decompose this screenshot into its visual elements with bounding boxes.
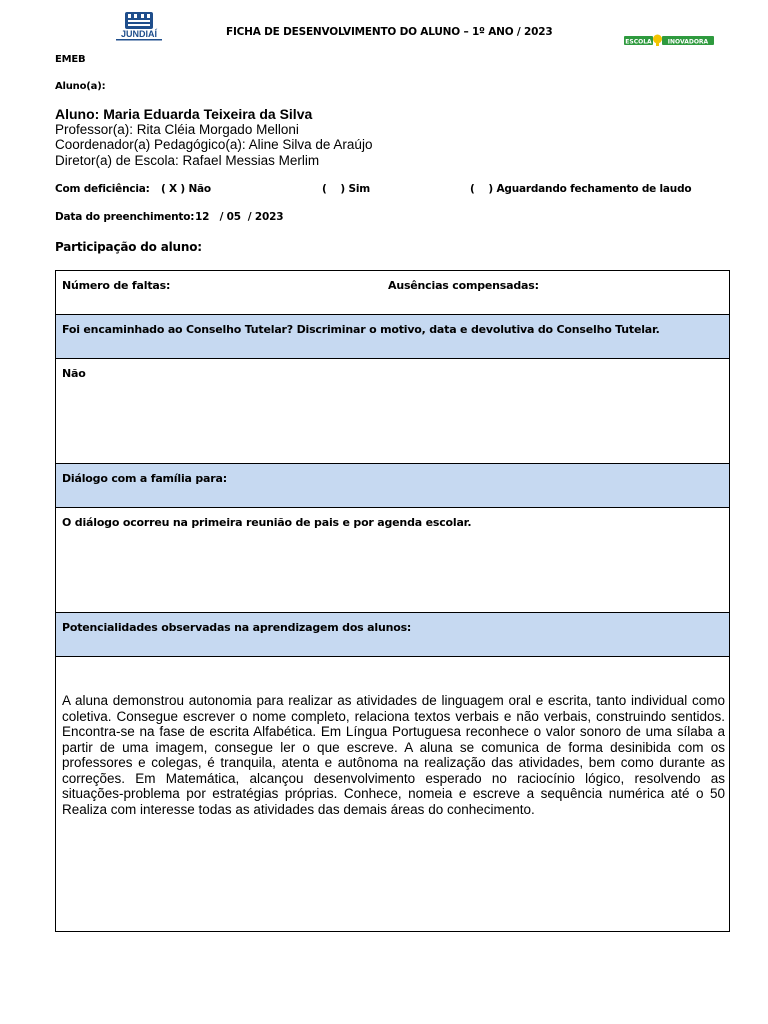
svg-text:ESCOLA: ESCOLA [625,38,652,46]
potential-text-row [56,657,729,931]
deficiency-option-no: ( X ) Não [161,183,211,195]
jundiai-logo [108,11,170,43]
absences-row [56,271,729,315]
family-dialog-answer-row [56,508,729,613]
potential-label: Potencialidades observadas na aprendizagem dos alunos: [62,621,412,634]
director-name: Diretor(a) de Escola: Rafael Messias Merlim [55,153,320,168]
date-value: 12 / 05 / 2023 [195,211,284,223]
date-label: Data do preenchimento: [55,211,195,223]
document-title: FICHA DE DESENVOLVIMENTO DO ALUNO – 1º ANO / 2023 [226,26,553,38]
family-dialog-row [56,464,729,508]
council-question: Foi encaminhado ao Conselho Tutelar? Discriminar o motivo, data e devolutiva do Conselho Tutelar. [62,323,660,336]
teacher-name: Professor(a): Rita Cléia Morgado Melloni [55,122,299,137]
participation-title: Participação do aluno: [55,240,202,254]
student-name: Aluno: Maria Eduarda Teixeira da Silva [55,106,313,122]
council-question-row [56,315,729,359]
svg-text:INOVADORA: INOVADORA [667,38,709,46]
deficiency-label: Com deficiência: [55,183,150,195]
jundiai-logo-text: JUNDIAÍ [120,29,158,39]
potential-text: A aluna demonstrou autonomia para realizar as atividades de linguagem oral e escrita, tanto individual como coletiva. Consegue escrever o nome completo, relaciona textos verbais e não verbais, construindo sentidos. Encontra-se na fase de escrita Alfabética. Em Língua Portuguesa reconhece o valor sonoro de uma sílaba a partir de uma imagem, consegue ler o que escreve. A aluna se comunica de forma desinibida com os professores e colegas, é tranquila, atenta e autônoma na realização das atividades, bem como durante as correções. Em Matemática, alcançou desenvolvimento esperado no raciocínio lógico, resolvendo as situações-problema por estratégias próprias. Conhece, nomeia e escreve a sequência numérica até o 50 Realiza com interesse todas as atividades das demais áreas do conhecimento. [62,693,725,817]
council-answer-row [56,359,729,464]
council-answer: Não [62,367,86,380]
family-dialog-answer: O diálogo ocorreu na primeira reunião de pais e por agenda escolar. [62,516,472,529]
deficiency-option-yes: ( ) Sim [322,183,370,195]
potential-row [56,613,729,657]
absences-label: Número de faltas: [62,279,171,292]
escola-inovadora-logo [624,32,714,46]
coordinator-name: Coordenador(a) Pedagógico(a): Aline Silva de Araújo [55,137,373,152]
deficiency-option-pending: ( ) Aguardando fechamento de laudo [470,183,692,195]
family-dialog-label: Diálogo com a família para: [62,472,227,485]
participation-table [55,270,730,932]
compensated-absences-label: Ausências compensadas: [388,279,539,292]
student-label: Aluno(a): [55,81,106,92]
school-label: EMEB [55,54,86,65]
